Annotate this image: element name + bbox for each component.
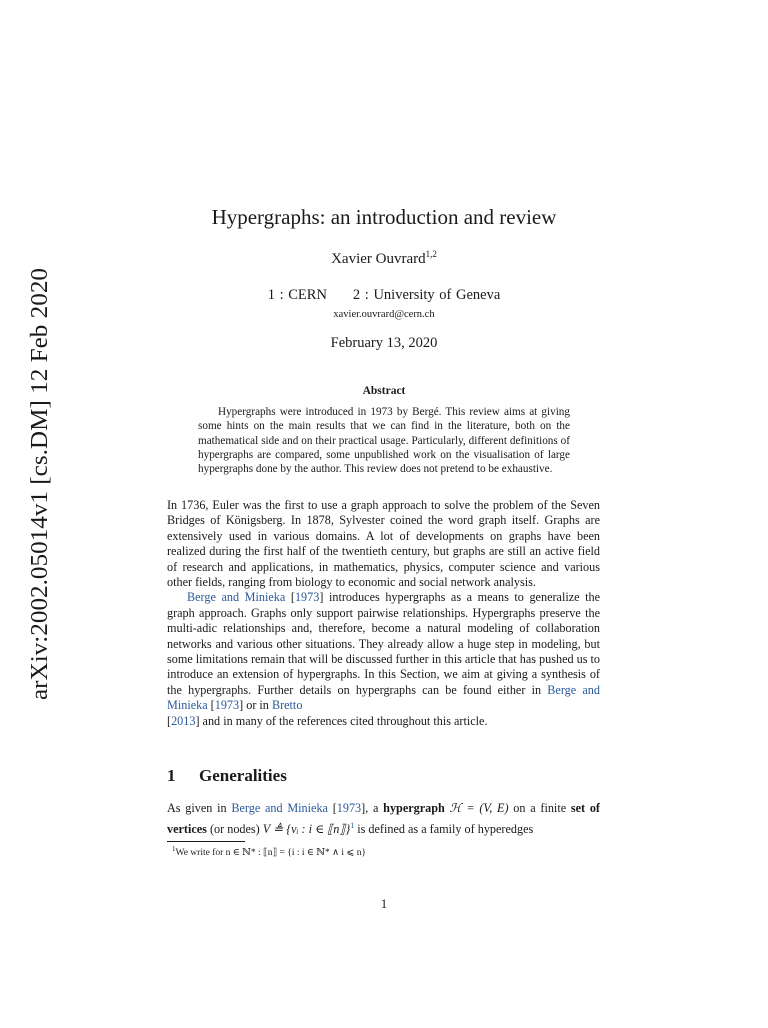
intro-text-3: and in many of the references cited throughout this article. — [199, 713, 488, 728]
section-citation-link[interactable]: Berge and Minieka — [231, 801, 328, 815]
introduction — [167, 498, 600, 729]
author-line — [0, 249, 768, 268]
citation-year-link[interactable]: 1973 — [294, 590, 320, 605]
affiliations — [0, 287, 768, 304]
abstract-heading: Abstract — [362, 385, 406, 397]
arxiv-identifier-sidebar — [17, 0, 57, 1024]
affiliation-geneva: 2 : University of Geneva — [352, 287, 501, 303]
intro-text: introduces hypergraphs as a means to generalize the graph approach. Graphs only support pairwise relationships. Hypergraphs preserve the multi-adic relationships and, therefore, become a natural modeling of collaboration networks and various other situations. They already allow a huge step in modeling, but some limitations remain that will be discussed further in this article that has pushed us to introduce an extension of hypergraphs. In this Section, we aim at giving a synthesis of the hypergraphs. Further details on hypergraphs can be found either in — [167, 590, 601, 697]
page-number: 1 — [380, 897, 388, 911]
citation-link-berge[interactable]: Berge and Minieka — [187, 590, 286, 605]
section-text-4: (or nodes) — [206, 822, 263, 837]
footnote-text: We write for n ∈ ℕ* : ⟦n⟧ = {i : i ∈ ℕ* ∧ i ⩽ n} — [175, 848, 367, 859]
intro-text-2: or in — [243, 698, 272, 713]
citation-link-berge-2[interactable]: Berge and Minieka — [167, 682, 600, 713]
affiliation-cern: 1 : CERN — [267, 287, 327, 303]
paper-title: Hypergraphs: an introduction and review — [211, 205, 557, 229]
section-citation-year[interactable]: 1973 — [336, 801, 362, 815]
author-name: Xavier Ouvrard — [331, 251, 426, 267]
math-hypergraph: ℋ = (V, E) — [444, 801, 514, 815]
intro-paragraph-2: Berge and Minieka [1973] introduces hypergraphs as a means to generalize the graph approach. Graphs only support pairwise relationships. Hypergraphs preserve the multi-adic relationships and, therefore, become a natural modeling of collaboration networks and various other situations. They already allow a huge step in modeling, but some limitations remain that will be discussed further in this article that has pushed us to introduce an extension of hypergraphs. In this Section, we aim at giving a synthesis of the hypergraphs. Further details on hypergraphs can be found either in Berge and Minieka [1973] or in Bretto [2013] and in many of the references cited throughout this article. — [167, 590, 601, 728]
section-paragraph: As given in Berge and Minieka [1973], a hypergraph ℋ = (V, E) on a finite set of vertices (or nodes) V ≜ {vᵢ : i ∈ ⟦n⟧}$^1$ is defined as a family of hyperedges — [167, 801, 600, 837]
section-heading — [167, 766, 287, 786]
footnote — [172, 845, 366, 858]
paper-date: February 13, 2020 — [330, 335, 438, 351]
section-text-2: , a — [365, 801, 384, 815]
footnote-mark: 1 — [172, 845, 176, 853]
footnote-mark-link[interactable]: 1 — [350, 821, 355, 830]
term-hypergraph: hypergraph — [383, 801, 445, 815]
section-number: 1 — [167, 766, 176, 785]
section-title: Generalities — [199, 766, 287, 785]
footnote-rule — [167, 841, 245, 842]
term-set-of-vertices: set of vertices — [167, 801, 600, 837]
citation-link-bretto[interactable]: Bretto — [271, 698, 303, 713]
arxiv-id-text: arXiv:2002.05014v1 [cs.DM] 12 Feb 2020 — [26, 279, 53, 700]
intro-paragraph-1: In 1736, Euler was the first to use a graph approach to solve the problem of the Seven Bridges of Königsberg. In 1878, Sylvester coined the word graph itself. Graphs are extensively used in various domains. A lot of developments on graphs have been realized during the first half of the twentieth century, but graphs are still an active field of research and applications, in mathematics, physics, computer science and various other fields, ranging from biology to economic and social network analysis. — [167, 498, 600, 590]
citation-year-link-2[interactable]: 1973 — [214, 698, 240, 713]
section-text-3: on a finite — [513, 801, 571, 815]
author-email: xavier.ouvrard@cern.ch — [333, 309, 435, 320]
abstract-text: Hypergraphs were introduced in 1973 by Bergé. This review aims at giving some hints on the main results that we can find in the literature, both on the mathematical side and on their practical usage. Particularly, different definitions of hypergraphs are compared, some unpublished work on the visualisation of large hypergraphs done by the author. This review does not pretend to be exhaustive. — [198, 406, 570, 476]
section-text-5: is defined as a family of hyperedges — [354, 822, 534, 837]
citation-year-link-bretto[interactable]: 2013 — [171, 713, 196, 728]
math-vertex-set: V ≜ {vᵢ : i ∈ ⟦n⟧} — [262, 822, 351, 837]
section-text: As given in — [167, 801, 232, 815]
author-affiliation-marks: 1,2 — [425, 249, 437, 259]
